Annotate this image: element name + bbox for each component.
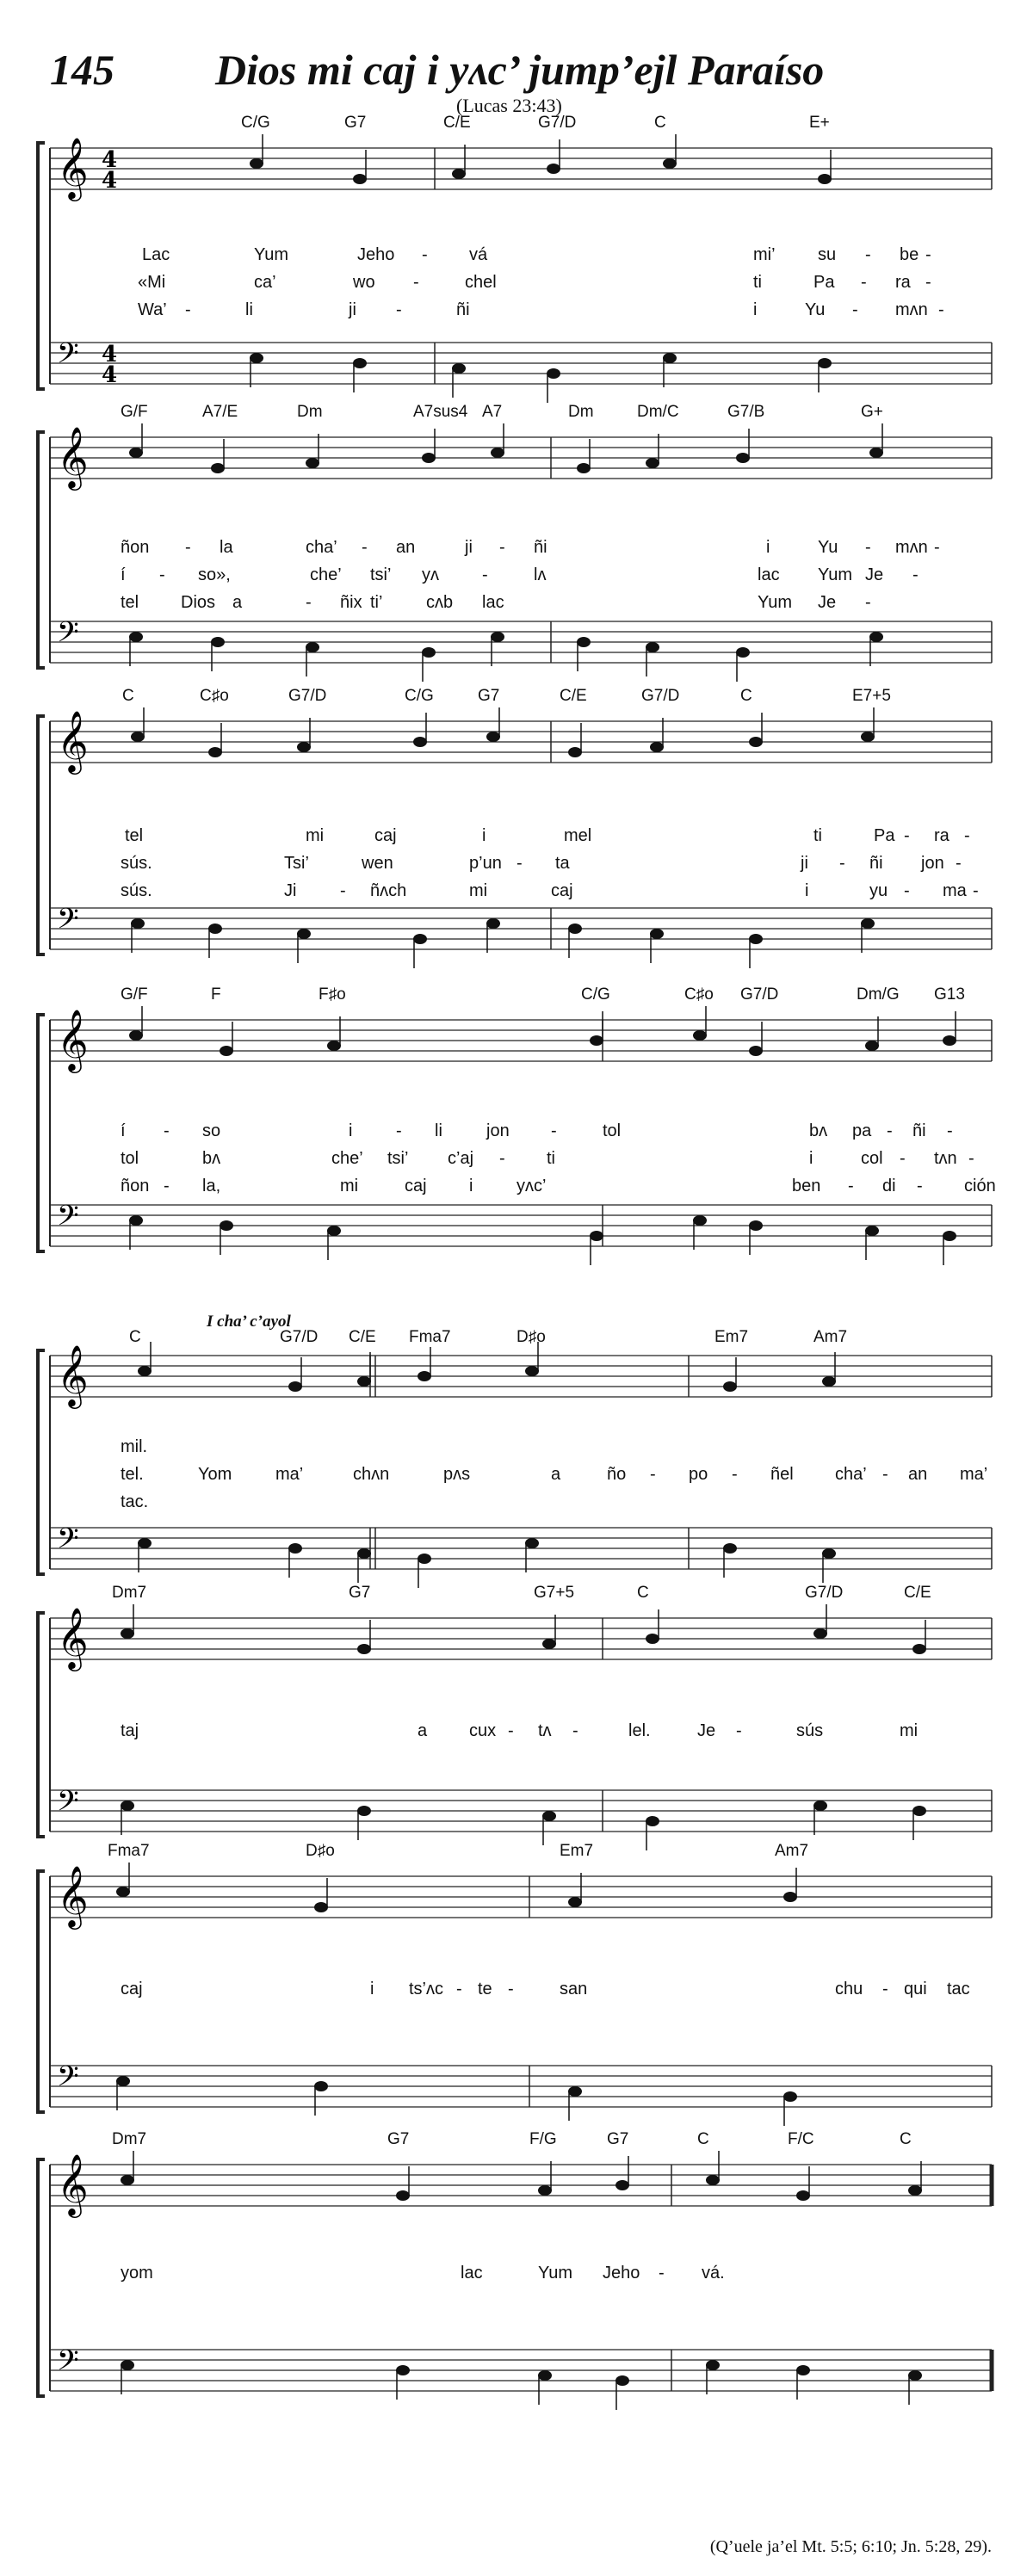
lyric-syllable: i [370,1980,374,1998]
hymn-number: 145 [50,46,114,94]
treble-clef-icon: 𝄞 [57,2153,89,2215]
lyric-syllable: be [900,245,919,264]
lyric-syllable: Yum [818,565,853,584]
chord-symbol: Am7 [775,1842,809,1860]
lyric-syllable: wen [362,854,393,873]
lyric-syllable: - [164,1177,170,1195]
chord-symbol: C [654,114,666,132]
lyric-syllable: Yom [198,1465,232,1484]
lyric-syllable: qui [904,1980,927,1998]
lyric-syllable: li [435,1121,442,1140]
lyric-syllable: í [121,1121,126,1140]
lyric-syllable: Jeho [357,245,395,264]
lyric-syllable: li [245,300,253,319]
lyric-syllable: Pa [813,273,835,292]
lyric-syllable: - [904,881,910,900]
lyric-syllable: «Mi [138,273,166,292]
system-brace [38,2159,45,2396]
chord-symbol: F/C [788,2130,814,2148]
lyric-syllable: ma’ [960,1465,988,1484]
chord-symbol: C/E [349,1328,376,1346]
lyric-syllable: i [766,538,770,557]
lyric-syllable: mil. [121,1437,148,1456]
chord-symbol: C♯o [684,985,714,1004]
lyric-syllable: yom [121,2264,153,2283]
chord-symbol: G13 [934,985,965,1004]
lyric-syllable: i [809,1149,813,1168]
lyric-syllable: cha’ [306,538,337,557]
lyric-syllable: i [349,1121,353,1140]
lyric-syllable: so [202,1121,221,1140]
lyric-syllable: ca’ [254,273,276,292]
chord-symbol: G+ [861,403,883,421]
bass-clef-icon: 𝄢 [57,2060,79,2100]
treble-clef-icon: 𝄞 [57,1864,89,1927]
lyric-syllable: - [865,245,871,264]
lyric-syllable: - [516,854,523,873]
lyric-syllable: Yum [758,593,793,612]
chord-symbol: G7/D [280,1328,319,1346]
lyric-syllable: tol [121,1149,139,1168]
lyric-syllable: caj [405,1177,427,1195]
chord-symbol: C [900,2130,912,2148]
footnote: (Q’uele ja’el Mt. 5:5; 6:10; Jn. 5:28, 29). [709,2537,992,2556]
lyric-syllable: lac [482,593,504,612]
bass-note [615,2375,629,2386]
chord-symbol: Am7 [813,1328,848,1346]
treble-note [908,2185,922,2196]
chord-symbol: A7 [482,403,503,421]
lyric-syllable: - [938,300,944,319]
lyric-syllable: - [852,300,858,319]
lyric-syllable: - [396,1121,402,1140]
lyric-syllable: ño [607,1465,627,1484]
chord-symbol: E7+5 [852,687,891,705]
lyric-syllable: - [422,245,428,264]
lyric-syllable: ñʌch [370,881,407,900]
chord-symbol: F [211,985,221,1004]
lyric-syllable: - [499,538,505,557]
lyric-syllable: - [396,300,402,319]
lyric-syllable: jon [486,1121,510,1140]
lyric-syllable: Lac [142,245,170,264]
treble-note [538,2185,552,2196]
lyric-syllable: chel [465,273,497,292]
lyric-syllable: - [508,1980,514,1998]
chord-symbol: G/F [121,403,148,421]
lyric-syllable: lac [461,2264,483,2283]
lyric-syllable: tsi’ [370,565,392,584]
lyric-syllable: ti [813,826,822,845]
bass-note [796,2365,810,2375]
lyric-syllable: - [340,881,346,900]
lyric-syllable: mi [469,881,488,900]
chord-symbol: Dm7 [112,2130,147,2148]
lyric-syllable: la [220,538,233,557]
chord-symbol: G7 [607,2130,629,2148]
chord-symbol: G7/D [641,687,680,705]
treble-note [615,2180,629,2190]
lyric-syllable: c’aj [448,1149,474,1168]
bass-note [396,2365,410,2375]
scripture-reference: (Lucas 23:43) [456,95,562,116]
lyric-syllable: an [908,1465,928,1484]
time-signature: 4 [102,168,118,194]
lyric-syllable: - [968,1149,974,1168]
chord-symbol: C/E [560,687,587,705]
lyric-syllable: - [159,565,165,584]
lyric-syllable: vá [469,245,488,264]
lyric-syllable: - [882,1465,888,1484]
lyric-syllable: - [551,1121,557,1140]
lyric-syllable: tʌn [934,1149,957,1168]
lyric-syllable: Je [865,565,884,584]
lyric-syllable: i [469,1177,473,1195]
lyric-syllable: - [508,1721,514,1740]
lyric-syllable: ta [555,854,570,873]
chord-symbol: C [122,687,134,705]
lyric-syllable: ñi [869,854,883,873]
chord-symbol: G7/D [538,114,577,132]
lyric-syllable: i [753,300,758,319]
lyric-syllable: tac. [121,1492,149,1511]
chord-symbol: Dm [568,403,594,421]
lyric-syllable: p’un [469,854,502,873]
lyric-syllable: Jeho [603,2264,640,2283]
lyric-syllable: Je [818,593,837,612]
lyric-syllable: ji [349,300,356,319]
lyric-syllable: te [478,1980,492,1998]
chord-symbol: Fma7 [108,1842,150,1860]
treble-clef-icon: 𝄞 [57,1606,89,1669]
lyric-syllable: mʌn [895,300,928,319]
lyric-syllable: - [865,538,871,557]
chord-symbol: Dm [297,403,323,421]
lyric-syllable: chʌn [353,1465,390,1484]
hymn-title: Dios mi caj i yʌc’ jumpʼejl Paraíso [215,46,825,94]
chord-symbol: C/G [241,114,270,132]
lyric-syllable: - [659,2264,665,2283]
lyric-syllable: pʌs [443,1465,471,1484]
lyric-syllable: ñi [912,1121,926,1140]
lyric-syllable: chu [835,1980,863,1998]
lyric-syllable: ra [895,273,911,292]
bass-note [908,2370,922,2381]
lyric-syllable: lʌ [534,565,547,584]
chord-symbol: Dm/G [857,985,900,1004]
lyric-syllable: ñi [456,300,470,319]
bass-clef-icon: 𝄢 [57,1200,79,1239]
lyric-syllable: sús [796,1721,824,1740]
lyric-syllable: - [947,1121,953,1140]
bass-clef-icon: 𝄢 [57,337,79,377]
lyric-syllable: Tsi’ [284,854,309,873]
chord-symbol: G7/D [805,1584,844,1602]
time-signature: 4 [102,342,118,368]
lyric-syllable: ra [934,826,949,845]
lyric-syllable: tol [603,1121,622,1140]
lyric-syllable: che’ [331,1149,363,1168]
lyric-syllable: ts’ʌc [409,1980,443,1998]
lyric-syllable: tac [947,1980,970,1998]
lyric-syllable: a [551,1465,561,1484]
chord-symbol: G7 [349,1584,371,1602]
lyric-syllable: ji [465,538,473,557]
lyric-syllable: - [904,826,910,845]
bass-clef-icon: 𝄢 [57,1523,79,1562]
lyric-syllable: - [934,538,940,557]
lyric-syllable: a [418,1721,428,1740]
lyric-syllable: - [362,538,368,557]
lyric-syllable: - [887,1121,893,1140]
lyric-syllable: Je [697,1721,716,1740]
lyric-syllable: caj [551,881,573,900]
lyric-syllable: ti [753,273,762,292]
treble-clef-icon: 𝄞 [57,136,89,199]
chord-symbol: G/F [121,985,148,1004]
chord-symbol: D♯o [516,1328,546,1346]
lyric-syllable: mʌn [895,538,928,557]
chord-symbol: C [697,2130,709,2148]
bass-note [538,2370,552,2381]
lyric-syllable: - [865,593,871,612]
chord-symbol: Dm/C [637,403,679,421]
lyric-syllable: yʌc’ [516,1177,547,1195]
chord-symbol: F/G [529,2130,557,2148]
treble-clef-icon: 𝄞 [57,425,89,488]
lyric-syllable: ñon [121,1177,150,1195]
lyric-syllable: - [917,1177,923,1195]
chord-symbol: D♯o [306,1842,335,1860]
chord-symbol: G7/D [740,985,779,1004]
lyric-syllable: tel [125,826,144,845]
lyric-syllable: caj [374,826,397,845]
lyric-syllable: ción [964,1177,996,1195]
lyric-syllable: mi [340,1177,359,1195]
chord-symbol: G7/B [727,403,765,421]
lyric-syllable: - [964,826,970,845]
lyric-syllable: caj [121,1980,143,1998]
lyric-syllable: Yu [805,300,826,319]
lyric-syllable: bʌ [202,1149,221,1168]
lyric-syllable: so», [198,565,231,584]
lyric-syllable: tʌ [538,1721,552,1740]
treble-note [796,2190,810,2201]
expression-marking: I cha’ c’ayol [207,1313,291,1331]
lyric-syllable: Ji [284,881,297,900]
lyric-syllable: tsi’ [387,1149,409,1168]
lyric-syllable: tel. [121,1465,144,1484]
lyric-syllable: pa [852,1121,872,1140]
lyric-syllable: ji [801,854,808,873]
chord-symbol: C [740,687,752,705]
chord-symbol: C/G [581,985,610,1004]
bass-clef-icon: 𝄢 [57,1785,79,1825]
lyric-syllable: lel. [628,1721,651,1740]
lyric-syllable: i [805,881,809,900]
lyric-syllable: mi [306,826,325,845]
bass-note [706,2360,720,2370]
lyric-syllable: tel [121,593,139,612]
lyric-syllable: cʌb [426,593,454,612]
lyric-syllable: Pa [874,826,895,845]
lyric-syllable: wo [353,273,375,292]
lyric-syllable: í [121,565,126,584]
lyric-syllable: - [925,273,931,292]
lyric-syllable: di [882,1177,896,1195]
chord-symbol: A7sus4 [413,403,468,421]
lyric-syllable: Yu [818,538,838,557]
chord-symbol: C [637,1584,649,1602]
lyric-syllable: - [499,1149,505,1168]
lyric-syllable: yu [869,881,888,900]
chord-symbol: G7 [478,687,500,705]
lyric-syllable: - [482,565,488,584]
lyric-syllable: - [912,565,919,584]
lyric-syllable: sús. [121,881,152,900]
lyric-syllable: jon [921,854,944,873]
lyric-syllable: - [413,273,419,292]
lyric-syllable: ñon [121,538,150,557]
treble-note [706,2175,720,2185]
chord-symbol: Em7 [560,1842,594,1860]
lyric-syllable: - [956,854,962,873]
lyric-syllable: - [732,1465,738,1484]
lyric-syllable: mi [900,1721,919,1740]
lyric-syllable: mi’ [753,245,776,264]
treble-clef-icon: 𝄞 [57,1008,89,1071]
lyric-syllable: la, [202,1177,221,1195]
lyric-syllable: che’ [310,565,342,584]
chord-symbol: G7 [387,2130,410,2148]
lyric-syllable: ma’ [275,1465,304,1484]
lyric-syllable: - [861,273,867,292]
bass-clef-icon: 𝄢 [57,2344,79,2384]
lyric-syllable: ti [547,1149,555,1168]
lyric-syllable: ti’ [370,593,383,612]
lyric-syllable: san [560,1980,588,1998]
time-signature: 4 [102,147,118,173]
chord-symbol: A7/E [202,403,238,421]
treble-clef-icon: 𝄞 [57,1344,89,1406]
lyric-syllable: bʌ [809,1121,828,1140]
chord-symbol: G7 [344,114,367,132]
lyric-syllable: i [482,826,486,845]
lyric-syllable: sús. [121,854,152,873]
chord-symbol: G7/D [288,687,327,705]
lyric-syllable: - [185,300,191,319]
chord-symbol: C/G [405,687,434,705]
lyric-syllable: ma [943,881,967,900]
lyric-syllable: Dios [181,593,216,612]
lyric-syllable: vá. [702,2264,725,2283]
lyric-syllable: - [839,854,845,873]
lyric-syllable: taj [121,1721,139,1740]
lyric-syllable: - [882,1980,888,1998]
lyric-syllable: - [848,1177,854,1195]
lyric-syllable: col [861,1149,883,1168]
lyric-syllable: - [925,245,931,264]
lyric-syllable: ben [792,1177,821,1195]
lyric-syllable: - [736,1721,742,1740]
chord-symbol: E+ [809,114,830,132]
lyric-syllable: ñel [770,1465,794,1484]
chord-symbol: C/E [443,114,471,132]
chord-symbol: G7+5 [534,1584,575,1602]
bass-clef-icon: 𝄢 [57,903,79,942]
bass-note [121,2360,134,2370]
bass-clef-icon: 𝄢 [57,616,79,656]
lyric-syllable: mel [564,826,592,845]
chord-symbol: F♯o [319,985,346,1004]
lyric-syllable: yʌ [422,565,439,584]
lyric-syllable: - [456,1980,462,1998]
lyric-syllable: - [900,1149,906,1168]
treble-clef-icon: 𝄞 [57,709,89,772]
chord-symbol: Dm7 [112,1584,147,1602]
treble-note [396,2190,410,2201]
lyric-syllable: - [185,538,191,557]
chord-symbol: Em7 [714,1328,749,1346]
lyric-syllable: an [396,538,416,557]
lyric-syllable: Wa’ [138,300,167,319]
lyric-syllable: Yum [254,245,289,264]
lyric-syllable: - [650,1465,656,1484]
lyric-syllable: - [306,593,312,612]
lyric-syllable: a [232,593,243,612]
lyric-syllable: cha’ [835,1465,867,1484]
lyric-syllable: - [973,881,979,900]
lyric-syllable: Yum [538,2264,573,2283]
lyric-syllable: lac [758,565,780,584]
lyric-syllable: su [818,245,837,264]
chord-symbol: C♯o [200,687,229,705]
lyric-syllable: ñix [340,593,362,612]
lyric-syllable: ñi [534,538,547,557]
treble-note [121,2175,134,2185]
lyric-syllable: cux [469,1721,497,1740]
lyric-syllable: po [689,1465,708,1484]
time-signature: 4 [102,362,118,388]
chord-symbol: C/E [904,1584,931,1602]
chord-symbol: Fma7 [409,1328,451,1346]
lyric-syllable: - [164,1121,170,1140]
lyric-syllable: - [572,1721,578,1740]
chord-symbol: C [129,1328,141,1346]
